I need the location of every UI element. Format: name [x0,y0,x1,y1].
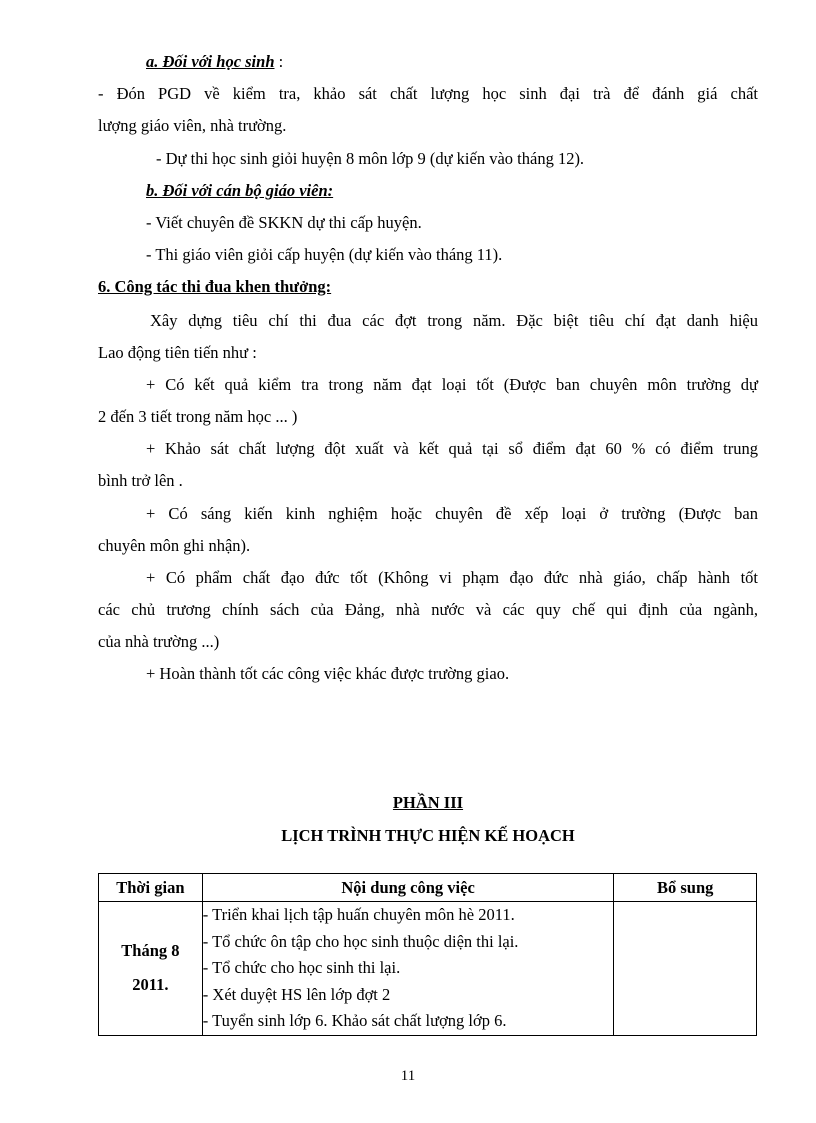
task-item: - Tổ chức cho học sinh thi lại. [202,958,401,977]
criterion-2: + Khảo sát chất lượng đột xuất và kết quả tại sổ điểm đạt 60 % có điểm trung [146,439,758,458]
table-row [99,902,757,1036]
task-item: - Tổ chức ôn tập cho học sinh thuộc diện thi lại. [202,931,519,951]
part-subtitle: LỊCH TRÌNH THỰC HIỆN KẾ HOẠCH [281,826,575,845]
section-b-item: - Viết chuyên đề SKKN dự thi cấp huyện. [146,213,422,232]
column-header-notes: Bổ sung [614,874,757,902]
tasks-cell [202,902,614,1036]
criterion-3: + Có sáng kiến kinh nghiệm hoặc chuyên đề xếp loại ở trường (Được ban [146,504,758,523]
criterion-4-cont: của nhà trường ...) [98,632,220,651]
task-item: - Triển khai lịch tập huấn chuyên môn hè 2011. [202,905,515,924]
notes-cell [614,902,757,1036]
section-b-heading: b. Đối với cán bộ giáo viên: [146,181,334,200]
task-item: - Xét duyệt HS lên lớp đợt 2 [202,984,391,1004]
section-6-intro-cont: Lao động tiên tiến như : [98,343,257,362]
column-header-time: Thời gian [99,874,203,902]
criterion-1-cont: 2 đến 3 tiết trong năm học ... ) [98,407,298,426]
table-header-row [99,874,757,902]
time-cell [99,902,203,1036]
section-a-item: - Đón PGD về kiểm tra, khảo sát chất lượng học sinh đại trà để đánh giá chất [98,84,758,103]
time-year: 2011. [132,975,169,995]
column-header-content: Nội dung công việc [202,874,614,902]
page-number: 11 [400,1068,416,1084]
criterion-1: + Có kết quả kiểm tra trong năm đạt loại tốt (Được ban chuyên môn trường dự [146,375,758,394]
criterion-4: + Có phẩm chất đạo đức tốt (Không vi phạm đạo đức nhà giáo, chấp hành tốt [146,568,758,587]
schedule-table [98,873,757,1036]
criterion-4-cont: các chủ trương chính sách của Đảng, nhà nước và các quy chế qui định của ngành, [98,600,758,619]
section-b-item: - Thi giáo viên giỏi cấp huyện (dự kiến vào tháng 11). [146,245,503,264]
task-item: - Tuyển sinh lớp 6. Khảo sát chất lượng lớp 6. [202,1011,507,1030]
time-month: Tháng 8 [121,941,180,961]
section-6-intro: Xây dựng tiêu chí thi đua các đợt trong năm. Đặc biệt tiêu chí đạt danh hiệu [150,311,758,330]
section-6-heading: 6. Công tác thi đua khen thưởng: [98,277,332,296]
criterion-2-cont: bình trở lên . [98,471,183,490]
criterion-3-cont: chuyên môn ghi nhận). [98,536,251,555]
section-a-heading: a. Đối với học sinh : [146,52,284,71]
part-title: PHẦN III [392,793,464,812]
criterion-5: + Hoàn thành tốt các công việc khác được trường giao. [146,664,510,683]
section-a-item: - Dự thi học sinh giỏi huyện 8 môn lớp 9 (dự kiến vào tháng 12). [156,149,585,168]
section-a-item-cont: lượng giáo viên, nhà trường. [98,116,287,135]
